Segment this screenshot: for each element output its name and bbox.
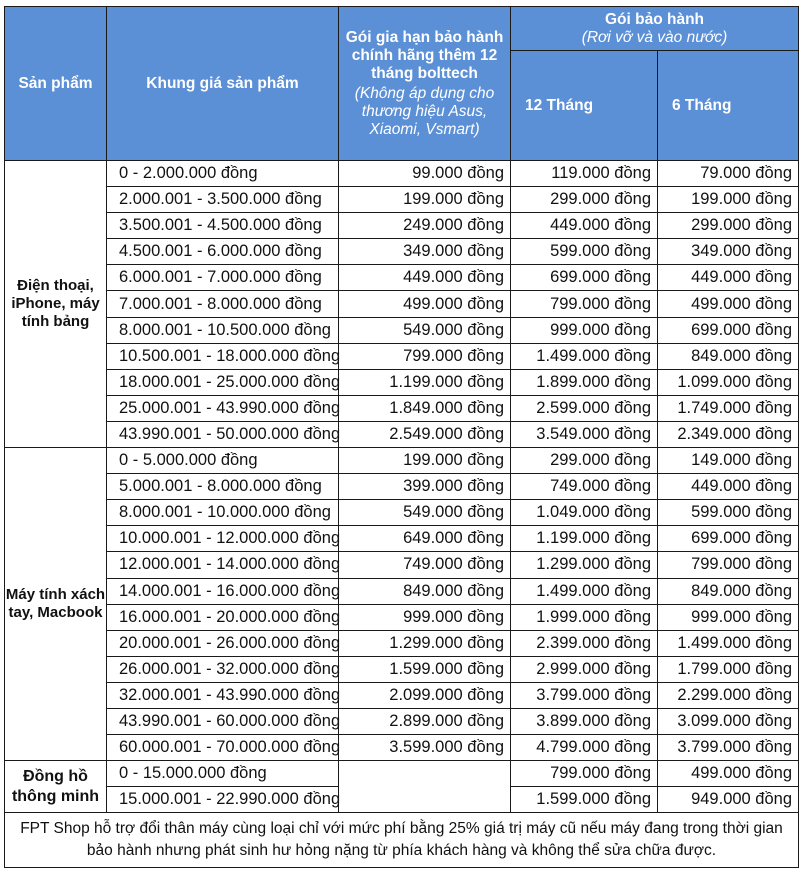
- warranty-6m-cell: 349.000 đồng: [658, 239, 799, 265]
- extension-price-cell: 1.299.000 đồng: [339, 630, 511, 656]
- header-extension: [339, 7, 511, 161]
- table-row: [5, 630, 799, 656]
- extension-price-cell: 849.000 đồng: [339, 578, 511, 604]
- warranty-12m-cell: 3.899.000 đồng: [511, 708, 658, 734]
- header-6-months: 6 Tháng: [658, 51, 799, 161]
- price-range-cell: 10.000.001 - 12.000.000 đồng: [107, 526, 339, 552]
- table-row: [5, 187, 799, 213]
- extension-price-cell: 449.000 đồng: [339, 265, 511, 291]
- warranty-6m-cell: 2.299.000 đồng: [658, 682, 799, 708]
- extension-price-cell: 2.099.000 đồng: [339, 682, 511, 708]
- table-row: [5, 369, 799, 395]
- header-warranty: [511, 7, 799, 51]
- warranty-6m-cell: 299.000 đồng: [658, 213, 799, 239]
- warranty-6m-cell: 3.099.000 đồng: [658, 708, 799, 734]
- warranty-6m-cell: 949.000 đồng: [658, 787, 799, 813]
- warranty-6m-cell: 799.000 đồng: [658, 552, 799, 578]
- table-row: [5, 500, 799, 526]
- table-row: [5, 682, 799, 708]
- warranty-6m-cell: 199.000 đồng: [658, 187, 799, 213]
- warranty-6m-cell: 999.000 đồng: [658, 604, 799, 630]
- warranty-12m-cell: 299.000 đồng: [511, 187, 658, 213]
- warranty-12m-cell: 449.000 đồng: [511, 213, 658, 239]
- price-range-cell: 5.000.001 - 8.000.000 đồng: [107, 474, 339, 500]
- table-row: [5, 708, 799, 734]
- header-warranty-note: (Rơi vỡ và vào nước): [581, 28, 728, 46]
- extension-price-cell: 999.000 đồng: [339, 604, 511, 630]
- warranty-12m-cell: 999.000 đồng: [511, 317, 658, 343]
- table-row: [5, 578, 799, 604]
- table-row: [5, 656, 799, 682]
- warranty-12m-cell: 799.000 đồng: [511, 761, 658, 787]
- table-row: [5, 395, 799, 421]
- table-header: [5, 7, 799, 161]
- extension-price-cell: 199.000 đồng: [339, 448, 511, 474]
- table-row: [5, 291, 799, 317]
- price-range-cell: 10.500.001 - 18.000.000 đồng: [107, 343, 339, 369]
- price-range-cell: 14.000.001 - 16.000.000 đồng: [107, 578, 339, 604]
- warranty-12m-cell: 3.799.000 đồng: [511, 682, 658, 708]
- extension-price-cell: 1.849.000 đồng: [339, 395, 511, 421]
- extension-price-cell: 549.000 đồng: [339, 500, 511, 526]
- extension-price-cell: 399.000 đồng: [339, 474, 511, 500]
- table-row: [5, 265, 799, 291]
- price-range-cell: 4.500.001 - 6.000.000 đồng: [107, 239, 339, 265]
- extension-price-cell: 2.549.000 đồng: [339, 421, 511, 447]
- table-row: [5, 526, 799, 552]
- price-range-cell: 18.000.001 - 25.000.000 đồng: [107, 369, 339, 395]
- category-cell: Điện thoại, iPhone, máy tính bảng: [5, 161, 107, 448]
- header-warranty-title: Gói bảo hành: [604, 10, 705, 28]
- warranty-6m-cell: 449.000 đồng: [658, 474, 799, 500]
- table-row: [5, 317, 799, 343]
- warranty-12m-cell: 119.000 đồng: [511, 161, 658, 187]
- header-extension-title: Gói gia hạn bảo hành chính hãng thêm 12 tháng bolttech: [345, 28, 504, 82]
- price-range-cell: 0 - 15.000.000 đồng: [107, 761, 339, 787]
- table-row: [5, 552, 799, 578]
- price-range-cell: 7.000.001 - 8.000.000 đồng: [107, 291, 339, 317]
- price-range-cell: 25.000.001 - 43.990.000 đồng: [107, 395, 339, 421]
- price-range-cell: 43.990.001 - 50.000.000 đồng: [107, 421, 339, 447]
- warranty-6m-cell: 1.749.000 đồng: [658, 395, 799, 421]
- price-range-cell: 8.000.001 - 10.000.000 đồng: [107, 500, 339, 526]
- warranty-6m-cell: 1.099.000 đồng: [658, 369, 799, 395]
- extension-price-cell: 3.599.000 đồng: [339, 735, 511, 761]
- price-range-cell: 6.000.001 - 7.000.000 đồng: [107, 265, 339, 291]
- warranty-6m-cell: 699.000 đồng: [658, 526, 799, 552]
- warranty-6m-cell: 1.799.000 đồng: [658, 656, 799, 682]
- warranty-12m-cell: 1.999.000 đồng: [511, 604, 658, 630]
- header-product: Sản phẩm: [5, 7, 107, 161]
- warranty-6m-cell: 79.000 đồng: [658, 161, 799, 187]
- price-range-cell: 8.000.001 - 10.500.000 đồng: [107, 317, 339, 343]
- warranty-price-table-container: [4, 6, 798, 868]
- extension-price-cell: 349.000 đồng: [339, 239, 511, 265]
- warranty-12m-cell: 299.000 đồng: [511, 448, 658, 474]
- footnote: FPT Shop hỗ trợ đổi thân máy cùng loại chỉ với mức phí bằng 25% giá trị máy cũ nếu máy đang trong thời gian bảo hành nhưng phát sinh hư hỏng nặng từ phía khách hàng và không thể sửa chữa được.: [5, 813, 799, 868]
- extension-price-cell: 799.000 đồng: [339, 343, 511, 369]
- extension-price-cell: 549.000 đồng: [339, 317, 511, 343]
- price-range-cell: 16.000.001 - 20.000.000 đồng: [107, 604, 339, 630]
- extension-price-cell: 99.000 đồng: [339, 161, 511, 187]
- extension-price-cell: 199.000 đồng: [339, 187, 511, 213]
- table-row: [5, 448, 799, 474]
- warranty-6m-cell: 3.799.000 đồng: [658, 735, 799, 761]
- price-range-cell: 2.000.001 - 3.500.000 đồng: [107, 187, 339, 213]
- extension-price-cell: 649.000 đồng: [339, 526, 511, 552]
- extension-price-cell: [339, 761, 511, 813]
- table-row: [5, 343, 799, 369]
- warranty-price-table: [4, 6, 799, 868]
- warranty-12m-cell: 1.199.000 đồng: [511, 526, 658, 552]
- category-cell: Máy tính xách tay, Macbook: [5, 448, 107, 761]
- warranty-6m-cell: 499.000 đồng: [658, 761, 799, 787]
- extension-price-cell: 249.000 đồng: [339, 213, 511, 239]
- warranty-6m-cell: 699.000 đồng: [658, 317, 799, 343]
- warranty-12m-cell: 4.799.000 đồng: [511, 735, 658, 761]
- table-row: [5, 474, 799, 500]
- warranty-6m-cell: 2.349.000 đồng: [658, 421, 799, 447]
- table-row: [5, 421, 799, 447]
- warranty-6m-cell: 1.499.000 đồng: [658, 630, 799, 656]
- price-range-cell: 43.990.001 - 60.000.000 đồng: [107, 708, 339, 734]
- extension-price-cell: 749.000 đồng: [339, 552, 511, 578]
- warranty-12m-cell: 799.000 đồng: [511, 291, 658, 317]
- table-row: [5, 161, 799, 187]
- extension-price-cell: 1.599.000 đồng: [339, 656, 511, 682]
- table-row: [5, 213, 799, 239]
- warranty-6m-cell: 499.000 đồng: [658, 291, 799, 317]
- price-range-cell: 32.000.001 - 43.990.000 đồng: [107, 682, 339, 708]
- price-range-cell: 0 - 2.000.000 đồng: [107, 161, 339, 187]
- warranty-12m-cell: 3.549.000 đồng: [511, 421, 658, 447]
- warranty-12m-cell: 1.899.000 đồng: [511, 369, 658, 395]
- table-row: [5, 604, 799, 630]
- price-range-cell: 0 - 5.000.000 đồng: [107, 448, 339, 474]
- header-price-range: Khung giá sản phẩm: [107, 7, 339, 161]
- warranty-12m-cell: 2.599.000 đồng: [511, 395, 658, 421]
- warranty-12m-cell: 1.499.000 đồng: [511, 343, 658, 369]
- price-range-cell: 12.000.001 - 14.000.000 đồng: [107, 552, 339, 578]
- warranty-6m-cell: 449.000 đồng: [658, 265, 799, 291]
- warranty-12m-cell: 599.000 đồng: [511, 239, 658, 265]
- header-extension-note: (Không áp dụng cho thương hiệu Asus, Xiaomi, Vsmart): [354, 84, 495, 138]
- price-range-cell: 60.000.001 - 70.000.000 đồng: [107, 735, 339, 761]
- price-range-cell: 15.000.001 - 22.990.000 đồng: [107, 787, 339, 813]
- extension-price-cell: 499.000 đồng: [339, 291, 511, 317]
- table-row: [5, 761, 799, 787]
- header-12-months: 12 Tháng: [511, 51, 658, 161]
- warranty-6m-cell: 849.000 đồng: [658, 578, 799, 604]
- warranty-6m-cell: 599.000 đồng: [658, 500, 799, 526]
- extension-price-cell: 1.199.000 đồng: [339, 369, 511, 395]
- warranty-6m-cell: 849.000 đồng: [658, 343, 799, 369]
- warranty-12m-cell: 2.399.000 đồng: [511, 630, 658, 656]
- price-range-cell: 3.500.001 - 4.500.000 đồng: [107, 213, 339, 239]
- price-range-cell: 20.000.001 - 26.000.000 đồng: [107, 630, 339, 656]
- warranty-12m-cell: 1.299.000 đồng: [511, 552, 658, 578]
- warranty-12m-cell: 1.499.000 đồng: [511, 578, 658, 604]
- price-range-cell: 26.000.001 - 32.000.000 đồng: [107, 656, 339, 682]
- table-row: [5, 735, 799, 761]
- table-body: [5, 161, 799, 813]
- warranty-6m-cell: 149.000 đồng: [658, 448, 799, 474]
- warranty-12m-cell: 699.000 đồng: [511, 265, 658, 291]
- category-cell: Đồng hồ thông minh: [5, 761, 107, 813]
- warranty-12m-cell: 749.000 đồng: [511, 474, 658, 500]
- warranty-12m-cell: 1.599.000 đồng: [511, 787, 658, 813]
- warranty-12m-cell: 1.049.000 đồng: [511, 500, 658, 526]
- table-row: [5, 239, 799, 265]
- warranty-12m-cell: 2.999.000 đồng: [511, 656, 658, 682]
- extension-price-cell: 2.899.000 đồng: [339, 708, 511, 734]
